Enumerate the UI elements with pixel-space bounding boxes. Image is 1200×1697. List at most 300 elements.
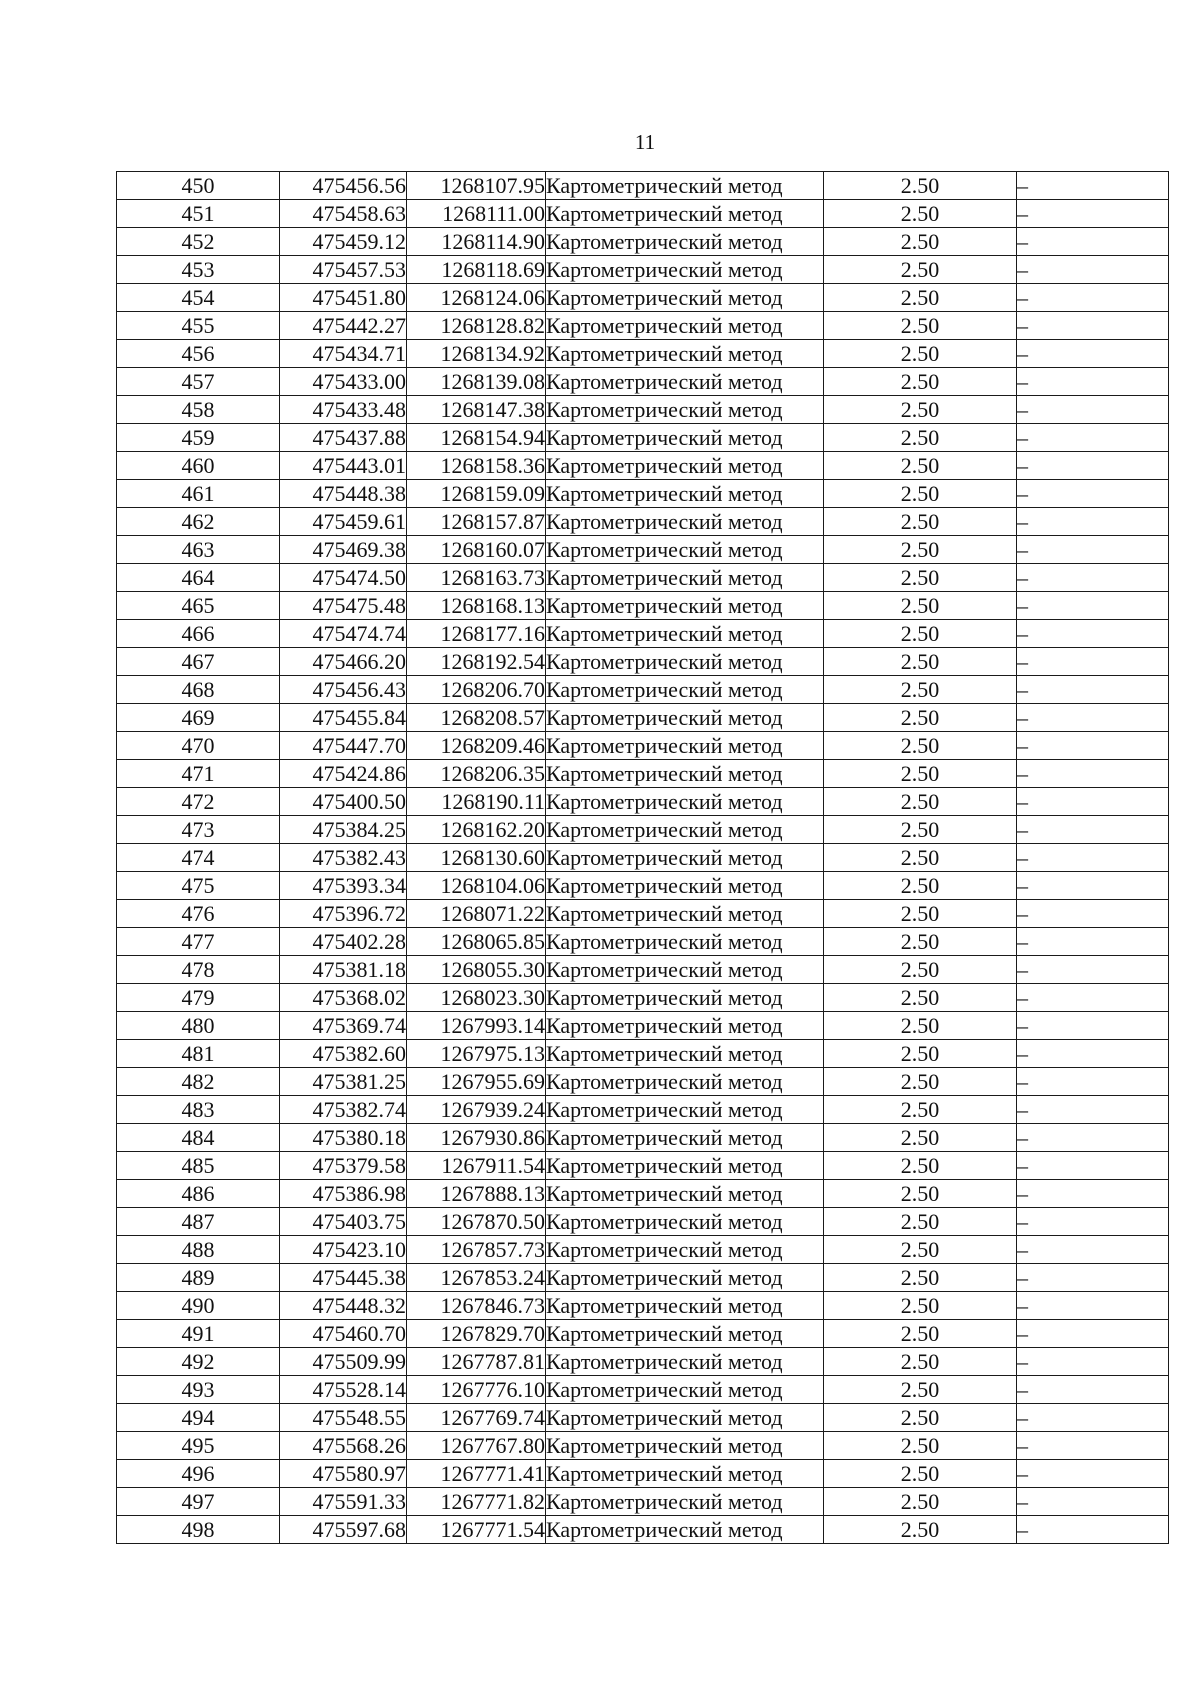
accuracy-cell: 2.50 <box>824 312 1017 340</box>
x-coordinate-cell: 475402.28 <box>280 928 407 956</box>
y-coordinate-cell: 1268177.16 <box>407 620 546 648</box>
x-coordinate-cell: 475458.63 <box>280 200 407 228</box>
y-coordinate-cell: 1268206.70 <box>407 676 546 704</box>
table-row <box>117 284 1169 312</box>
method-cell: Картометрический метод <box>546 536 824 564</box>
accuracy-cell: 2.50 <box>824 1012 1017 1040</box>
method-cell: Картометрический метод <box>546 1376 824 1404</box>
note-cell: – <box>1017 928 1169 956</box>
point-number-cell: 476 <box>117 900 280 928</box>
note-cell: – <box>1017 1404 1169 1432</box>
note-cell: – <box>1017 900 1169 928</box>
point-number-cell: 485 <box>117 1152 280 1180</box>
y-coordinate-cell: 1268190.11 <box>407 788 546 816</box>
method-cell: Картометрический метод <box>546 1180 824 1208</box>
page-number: 11 <box>634 130 656 154</box>
table-row <box>117 1516 1169 1544</box>
point-number-cell: 468 <box>117 676 280 704</box>
y-coordinate-cell: 1267771.82 <box>407 1488 546 1516</box>
note-cell: – <box>1017 1124 1169 1152</box>
note-cell: – <box>1017 284 1169 312</box>
accuracy-cell: 2.50 <box>824 284 1017 312</box>
table-row <box>117 452 1169 480</box>
table-row <box>117 480 1169 508</box>
point-number-cell: 456 <box>117 340 280 368</box>
note-cell: – <box>1017 508 1169 536</box>
point-number-cell: 450 <box>117 172 280 200</box>
accuracy-cell: 2.50 <box>824 172 1017 200</box>
x-coordinate-cell: 475443.01 <box>280 452 407 480</box>
method-cell: Картометрический метод <box>546 1068 824 1096</box>
note-cell: – <box>1017 1012 1169 1040</box>
point-number-cell: 458 <box>117 396 280 424</box>
method-cell: Картометрический метод <box>546 844 824 872</box>
table-row <box>117 340 1169 368</box>
point-number-cell: 489 <box>117 1264 280 1292</box>
method-cell: Картометрический метод <box>546 1208 824 1236</box>
y-coordinate-cell: 1268154.94 <box>407 424 546 452</box>
note-cell: – <box>1017 1068 1169 1096</box>
method-cell: Картометрический метод <box>546 340 824 368</box>
note-cell: – <box>1017 816 1169 844</box>
note-cell: – <box>1017 844 1169 872</box>
table-row <box>117 1376 1169 1404</box>
point-number-cell: 484 <box>117 1124 280 1152</box>
y-coordinate-cell: 1267975.13 <box>407 1040 546 1068</box>
accuracy-cell: 2.50 <box>824 1292 1017 1320</box>
point-number-cell: 459 <box>117 424 280 452</box>
note-cell: – <box>1017 1292 1169 1320</box>
accuracy-cell: 2.50 <box>824 676 1017 704</box>
x-coordinate-cell: 475424.86 <box>280 760 407 788</box>
table-row <box>117 1292 1169 1320</box>
point-number-cell: 478 <box>117 956 280 984</box>
table-row <box>117 200 1169 228</box>
y-coordinate-cell: 1268124.06 <box>407 284 546 312</box>
x-coordinate-cell: 475382.43 <box>280 844 407 872</box>
y-coordinate-cell: 1267853.24 <box>407 1264 546 1292</box>
x-coordinate-cell: 475474.50 <box>280 564 407 592</box>
method-cell: Картометрический метод <box>546 1292 824 1320</box>
note-cell: – <box>1017 256 1169 284</box>
point-number-cell: 488 <box>117 1236 280 1264</box>
y-coordinate-cell: 1268118.69 <box>407 256 546 284</box>
method-cell: Картометрический метод <box>546 620 824 648</box>
y-coordinate-cell: 1268206.35 <box>407 760 546 788</box>
x-coordinate-cell: 475396.72 <box>280 900 407 928</box>
accuracy-cell: 2.50 <box>824 704 1017 732</box>
accuracy-cell: 2.50 <box>824 760 1017 788</box>
accuracy-cell: 2.50 <box>824 200 1017 228</box>
point-number-cell: 460 <box>117 452 280 480</box>
point-number-cell: 467 <box>117 648 280 676</box>
x-coordinate-cell: 475509.99 <box>280 1348 407 1376</box>
method-cell: Картометрический метод <box>546 1488 824 1516</box>
method-cell: Картометрический метод <box>546 1124 824 1152</box>
note-cell: – <box>1017 984 1169 1012</box>
table-row <box>117 1488 1169 1516</box>
accuracy-cell: 2.50 <box>824 1376 1017 1404</box>
y-coordinate-cell: 1268160.07 <box>407 536 546 564</box>
x-coordinate-cell: 475403.75 <box>280 1208 407 1236</box>
y-coordinate-cell: 1267846.73 <box>407 1292 546 1320</box>
y-coordinate-cell: 1267857.73 <box>407 1236 546 1264</box>
method-cell: Картометрический метод <box>546 1012 824 1040</box>
accuracy-cell: 2.50 <box>824 1040 1017 1068</box>
method-cell: Картометрический метод <box>546 396 824 424</box>
note-cell: – <box>1017 480 1169 508</box>
point-number-cell: 452 <box>117 228 280 256</box>
accuracy-cell: 2.50 <box>824 1096 1017 1124</box>
table-row <box>117 256 1169 284</box>
method-cell: Картометрический метод <box>546 284 824 312</box>
x-coordinate-cell: 475393.34 <box>280 872 407 900</box>
note-cell: – <box>1017 1348 1169 1376</box>
x-coordinate-cell: 475455.84 <box>280 704 407 732</box>
note-cell: – <box>1017 1460 1169 1488</box>
y-coordinate-cell: 1268071.22 <box>407 900 546 928</box>
method-cell: Картометрический метод <box>546 760 824 788</box>
method-cell: Картометрический метод <box>546 368 824 396</box>
method-cell: Картометрический метод <box>546 900 824 928</box>
table-row <box>117 816 1169 844</box>
accuracy-cell: 2.50 <box>824 872 1017 900</box>
accuracy-cell: 2.50 <box>824 508 1017 536</box>
accuracy-cell: 2.50 <box>824 452 1017 480</box>
x-coordinate-cell: 475528.14 <box>280 1376 407 1404</box>
x-coordinate-cell: 475384.25 <box>280 816 407 844</box>
table-row <box>117 368 1169 396</box>
point-number-cell: 475 <box>117 872 280 900</box>
y-coordinate-cell: 1267870.50 <box>407 1208 546 1236</box>
method-cell: Картометрический метод <box>546 1096 824 1124</box>
method-cell: Картометрический метод <box>546 200 824 228</box>
y-coordinate-cell: 1268130.60 <box>407 844 546 872</box>
table-row <box>117 312 1169 340</box>
method-cell: Картометрический метод <box>546 1404 824 1432</box>
y-coordinate-cell: 1268208.57 <box>407 704 546 732</box>
accuracy-cell: 2.50 <box>824 1404 1017 1432</box>
y-coordinate-cell: 1268168.13 <box>407 592 546 620</box>
method-cell: Картометрический метод <box>546 1516 824 1544</box>
x-coordinate-cell: 475448.38 <box>280 480 407 508</box>
point-number-cell: 490 <box>117 1292 280 1320</box>
point-number-cell: 487 <box>117 1208 280 1236</box>
x-coordinate-cell: 475457.53 <box>280 256 407 284</box>
point-number-cell: 473 <box>117 816 280 844</box>
point-number-cell: 498 <box>117 1516 280 1544</box>
method-cell: Картометрический метод <box>546 1320 824 1348</box>
note-cell: – <box>1017 788 1169 816</box>
y-coordinate-cell: 1268023.30 <box>407 984 546 1012</box>
table-row <box>117 620 1169 648</box>
x-coordinate-cell: 475423.10 <box>280 1236 407 1264</box>
note-cell: – <box>1017 396 1169 424</box>
method-cell: Картометрический метод <box>546 1460 824 1488</box>
point-number-cell: 469 <box>117 704 280 732</box>
y-coordinate-cell: 1268209.46 <box>407 732 546 760</box>
accuracy-cell: 2.50 <box>824 564 1017 592</box>
x-coordinate-cell: 475386.98 <box>280 1180 407 1208</box>
accuracy-cell: 2.50 <box>824 956 1017 984</box>
method-cell: Картометрический метод <box>546 872 824 900</box>
y-coordinate-cell: 1268163.73 <box>407 564 546 592</box>
x-coordinate-cell: 475445.38 <box>280 1264 407 1292</box>
y-coordinate-cell: 1268158.36 <box>407 452 546 480</box>
table-row <box>117 1460 1169 1488</box>
y-coordinate-cell: 1268104.06 <box>407 872 546 900</box>
x-coordinate-cell: 475466.20 <box>280 648 407 676</box>
y-coordinate-cell: 1267829.70 <box>407 1320 546 1348</box>
table-row <box>117 760 1169 788</box>
x-coordinate-cell: 475433.00 <box>280 368 407 396</box>
y-coordinate-cell: 1268065.85 <box>407 928 546 956</box>
point-number-cell: 477 <box>117 928 280 956</box>
point-number-cell: 455 <box>117 312 280 340</box>
table-row <box>117 424 1169 452</box>
table-row <box>117 900 1169 928</box>
accuracy-cell: 2.50 <box>824 1236 1017 1264</box>
x-coordinate-cell: 475368.02 <box>280 984 407 1012</box>
accuracy-cell: 2.50 <box>824 1516 1017 1544</box>
x-coordinate-cell: 475469.38 <box>280 536 407 564</box>
accuracy-cell: 2.50 <box>824 480 1017 508</box>
accuracy-cell: 2.50 <box>824 900 1017 928</box>
note-cell: – <box>1017 760 1169 788</box>
x-coordinate-cell: 475568.26 <box>280 1432 407 1460</box>
y-coordinate-cell: 1268157.87 <box>407 508 546 536</box>
accuracy-cell: 2.50 <box>824 928 1017 956</box>
method-cell: Картометрический метод <box>546 1348 824 1376</box>
y-coordinate-cell: 1268134.92 <box>407 340 546 368</box>
point-number-cell: 464 <box>117 564 280 592</box>
table-row <box>117 1012 1169 1040</box>
point-number-cell: 451 <box>117 200 280 228</box>
y-coordinate-cell: 1267993.14 <box>407 1012 546 1040</box>
method-cell: Картометрический метод <box>546 1040 824 1068</box>
note-cell: – <box>1017 368 1169 396</box>
y-coordinate-cell: 1267787.81 <box>407 1348 546 1376</box>
y-coordinate-cell: 1268159.09 <box>407 480 546 508</box>
table-row <box>117 1180 1169 1208</box>
point-number-cell: 474 <box>117 844 280 872</box>
table-row <box>117 1040 1169 1068</box>
x-coordinate-cell: 475447.70 <box>280 732 407 760</box>
note-cell: – <box>1017 452 1169 480</box>
y-coordinate-cell: 1267769.74 <box>407 1404 546 1432</box>
note-cell: – <box>1017 1180 1169 1208</box>
method-cell: Картометрический метод <box>546 1264 824 1292</box>
x-coordinate-cell: 475459.12 <box>280 228 407 256</box>
point-number-cell: 482 <box>117 1068 280 1096</box>
note-cell: – <box>1017 676 1169 704</box>
point-number-cell: 497 <box>117 1488 280 1516</box>
table-row <box>117 648 1169 676</box>
accuracy-cell: 2.50 <box>824 368 1017 396</box>
table-row <box>117 844 1169 872</box>
y-coordinate-cell: 1267955.69 <box>407 1068 546 1096</box>
note-cell: – <box>1017 312 1169 340</box>
y-coordinate-cell: 1268055.30 <box>407 956 546 984</box>
point-number-cell: 486 <box>117 1180 280 1208</box>
point-number-cell: 457 <box>117 368 280 396</box>
y-coordinate-cell: 1267888.13 <box>407 1180 546 1208</box>
table-row <box>117 984 1169 1012</box>
x-coordinate-cell: 475448.32 <box>280 1292 407 1320</box>
point-number-cell: 483 <box>117 1096 280 1124</box>
table-row <box>117 1264 1169 1292</box>
method-cell: Картометрический метод <box>546 956 824 984</box>
y-coordinate-cell: 1267771.54 <box>407 1516 546 1544</box>
method-cell: Картометрический метод <box>546 424 824 452</box>
x-coordinate-cell: 475382.74 <box>280 1096 407 1124</box>
table-row <box>117 396 1169 424</box>
point-number-cell: 491 <box>117 1320 280 1348</box>
x-coordinate-cell: 475434.71 <box>280 340 407 368</box>
x-coordinate-cell: 475591.33 <box>280 1488 407 1516</box>
note-cell: – <box>1017 1264 1169 1292</box>
x-coordinate-cell: 475380.18 <box>280 1124 407 1152</box>
point-number-cell: 465 <box>117 592 280 620</box>
table-row <box>117 956 1169 984</box>
note-cell: – <box>1017 1208 1169 1236</box>
method-cell: Картометрический метод <box>546 1236 824 1264</box>
point-number-cell: 453 <box>117 256 280 284</box>
method-cell: Картометрический метод <box>546 452 824 480</box>
x-coordinate-cell: 475442.27 <box>280 312 407 340</box>
x-coordinate-cell: 475381.18 <box>280 956 407 984</box>
accuracy-cell: 2.50 <box>824 592 1017 620</box>
y-coordinate-cell: 1267771.41 <box>407 1460 546 1488</box>
point-number-cell: 461 <box>117 480 280 508</box>
x-coordinate-cell: 475456.56 <box>280 172 407 200</box>
table-row <box>117 592 1169 620</box>
accuracy-cell: 2.50 <box>824 536 1017 564</box>
accuracy-cell: 2.50 <box>824 1068 1017 1096</box>
y-coordinate-cell: 1267930.86 <box>407 1124 546 1152</box>
method-cell: Картометрический метод <box>546 1152 824 1180</box>
note-cell: – <box>1017 1376 1169 1404</box>
note-cell: – <box>1017 424 1169 452</box>
accuracy-cell: 2.50 <box>824 1488 1017 1516</box>
accuracy-cell: 2.50 <box>824 1320 1017 1348</box>
method-cell: Картометрический метод <box>546 984 824 1012</box>
y-coordinate-cell: 1268192.54 <box>407 648 546 676</box>
table-row <box>117 1432 1169 1460</box>
accuracy-cell: 2.50 <box>824 1124 1017 1152</box>
x-coordinate-cell: 475369.74 <box>280 1012 407 1040</box>
method-cell: Картометрический метод <box>546 228 824 256</box>
accuracy-cell: 2.50 <box>824 984 1017 1012</box>
table-row <box>117 872 1169 900</box>
table-row <box>117 732 1169 760</box>
note-cell: – <box>1017 648 1169 676</box>
table-row <box>117 564 1169 592</box>
note-cell: – <box>1017 200 1169 228</box>
note-cell: – <box>1017 1320 1169 1348</box>
note-cell: – <box>1017 1152 1169 1180</box>
x-coordinate-cell: 475381.25 <box>280 1068 407 1096</box>
x-coordinate-cell: 475456.43 <box>280 676 407 704</box>
table-row <box>117 704 1169 732</box>
note-cell: – <box>1017 564 1169 592</box>
x-coordinate-cell: 475433.48 <box>280 396 407 424</box>
y-coordinate-cell: 1267911.54 <box>407 1152 546 1180</box>
table-row <box>117 508 1169 536</box>
accuracy-cell: 2.50 <box>824 1152 1017 1180</box>
table-row <box>117 928 1169 956</box>
accuracy-cell: 2.50 <box>824 1264 1017 1292</box>
table-row <box>117 172 1169 200</box>
note-cell: – <box>1017 172 1169 200</box>
y-coordinate-cell: 1267939.24 <box>407 1096 546 1124</box>
table-row <box>117 1348 1169 1376</box>
note-cell: – <box>1017 536 1169 564</box>
method-cell: Картометрический метод <box>546 508 824 536</box>
note-cell: – <box>1017 620 1169 648</box>
x-coordinate-cell: 475437.88 <box>280 424 407 452</box>
method-cell: Картометрический метод <box>546 172 824 200</box>
note-cell: – <box>1017 704 1169 732</box>
point-number-cell: 495 <box>117 1432 280 1460</box>
x-coordinate-cell: 475460.70 <box>280 1320 407 1348</box>
note-cell: – <box>1017 1516 1169 1544</box>
table-row <box>117 1208 1169 1236</box>
method-cell: Картометрический метод <box>546 312 824 340</box>
y-coordinate-cell: 1268162.20 <box>407 816 546 844</box>
method-cell: Картометрический метод <box>546 704 824 732</box>
accuracy-cell: 2.50 <box>824 396 1017 424</box>
table-row <box>117 1404 1169 1432</box>
accuracy-cell: 2.50 <box>824 648 1017 676</box>
table-row <box>117 228 1169 256</box>
accuracy-cell: 2.50 <box>824 1348 1017 1376</box>
x-coordinate-cell: 475597.68 <box>280 1516 407 1544</box>
y-coordinate-cell: 1268114.90 <box>407 228 546 256</box>
y-coordinate-cell: 1268111.00 <box>407 200 546 228</box>
method-cell: Картометрический метод <box>546 732 824 760</box>
x-coordinate-cell: 475459.61 <box>280 508 407 536</box>
note-cell: – <box>1017 1488 1169 1516</box>
point-number-cell: 470 <box>117 732 280 760</box>
method-cell: Картометрический метод <box>546 648 824 676</box>
point-number-cell: 463 <box>117 536 280 564</box>
note-cell: – <box>1017 956 1169 984</box>
x-coordinate-cell: 475382.60 <box>280 1040 407 1068</box>
method-cell: Картометрический метод <box>546 816 824 844</box>
note-cell: – <box>1017 1432 1169 1460</box>
x-coordinate-cell: 475451.80 <box>280 284 407 312</box>
table-row <box>117 1152 1169 1180</box>
point-number-cell: 472 <box>117 788 280 816</box>
note-cell: – <box>1017 872 1169 900</box>
method-cell: Картометрический метод <box>546 592 824 620</box>
accuracy-cell: 2.50 <box>824 340 1017 368</box>
accuracy-cell: 2.50 <box>824 1180 1017 1208</box>
accuracy-cell: 2.50 <box>824 1460 1017 1488</box>
point-number-cell: 480 <box>117 1012 280 1040</box>
accuracy-cell: 2.50 <box>824 620 1017 648</box>
table-row <box>117 1124 1169 1152</box>
y-coordinate-cell: 1267776.10 <box>407 1376 546 1404</box>
accuracy-cell: 2.50 <box>824 424 1017 452</box>
note-cell: – <box>1017 1096 1169 1124</box>
method-cell: Картометрический метод <box>546 1432 824 1460</box>
method-cell: Картометрический метод <box>546 480 824 508</box>
y-coordinate-cell: 1268107.95 <box>407 172 546 200</box>
method-cell: Картометрический метод <box>546 564 824 592</box>
accuracy-cell: 2.50 <box>824 788 1017 816</box>
